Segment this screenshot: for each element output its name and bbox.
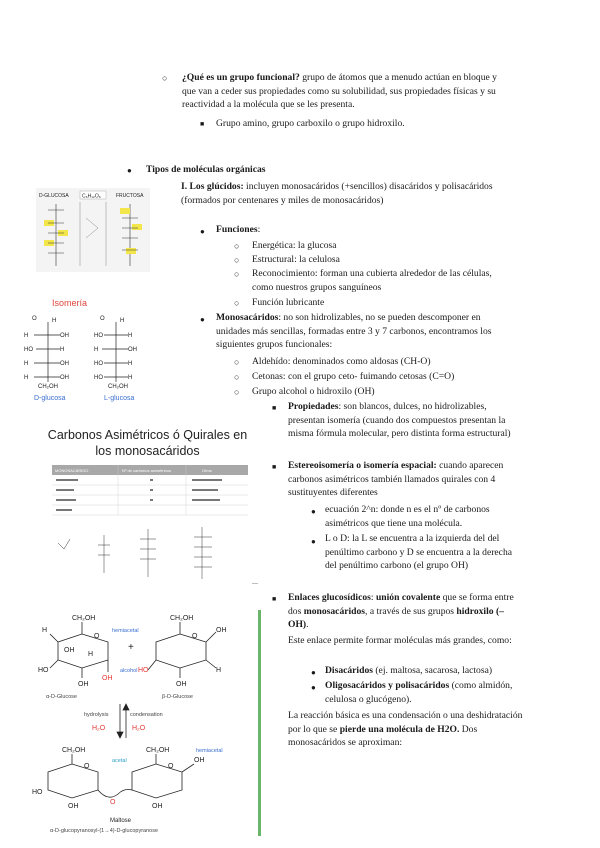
bullet-square — [272, 463, 276, 473]
acetal-label: acetal — [112, 758, 127, 764]
maltose-label: Maltose — [110, 818, 132, 824]
beta-glucose-label: β-D-Glucose — [162, 694, 193, 700]
carbonos-title-line-2: los monosacáridos — [95, 443, 200, 458]
svg-text:HO: HO — [38, 667, 49, 674]
ch2oh-label: CH₂OH — [146, 747, 170, 754]
bullet-circle — [234, 254, 239, 267]
grupo-answer: grupo de átomos que a menudo actúan en bloque y que van a ceder sus propiedades como su solubilidad, sus propiedades físicas y su reactividad a la molécula que se les presenta. — [182, 72, 497, 111]
svg-text:CH₂OH: CH₂OH — [108, 384, 128, 390]
isomeria-title: Isomería — [52, 298, 88, 308]
svg-text:OH: OH — [64, 647, 75, 654]
mono-label: Monosacáridos — [216, 312, 279, 323]
oligo-text: (como almidón, celulosa o glucógeno). — [325, 680, 513, 705]
svg-text:OH: OH — [152, 803, 163, 810]
fig1-mid-title: C₆H₁₂O₆ — [82, 193, 101, 200]
svg-text:+: + — [128, 642, 134, 653]
bullet-circle — [234, 268, 239, 281]
svg-text:HO: HO — [94, 333, 103, 339]
bullet-dot — [200, 313, 205, 326]
bullet-circle — [234, 386, 239, 399]
oligo-item — [325, 679, 520, 706]
fig1-left-title: D-GLUCOSA — [39, 193, 69, 199]
enlaces-paragraph — [288, 591, 520, 632]
bullet-dot — [311, 666, 316, 679]
svg-text:O: O — [168, 763, 174, 770]
funcion-item: Energética: la glucosa — [252, 240, 337, 251]
condensation-label: condensation — [130, 712, 163, 718]
svg-text:O: O — [192, 633, 198, 640]
funcion-item: Función lubricante — [252, 297, 325, 308]
svg-text:H: H — [60, 347, 65, 353]
svg-text:O: O — [84, 763, 90, 770]
funcion-item: Reconocimiento: forman una cubierta alrededor de las células, como nuestros grupos sanguíneos — [252, 268, 492, 293]
reaccion-bold: pierde una molécula de H2O. — [339, 723, 460, 735]
glucidos-paragraph — [181, 180, 501, 207]
h2o-label: H₂O — [92, 725, 106, 732]
svg-text:CH₂OH: CH₂OH — [38, 384, 58, 390]
bullet-square — [272, 595, 276, 605]
hemiacetal-label-2: hemiacetal — [196, 748, 223, 754]
funciones-label: Funciones — [216, 224, 258, 235]
grupo-funcional-paragraph — [182, 71, 512, 112]
grupo-question: ¿Qué es un grupo funcional? — [182, 72, 300, 83]
funcion-item: Estructural: la celulosa — [252, 254, 340, 265]
ch2oh-label: CH₂OH — [72, 615, 96, 622]
disacaridos-item — [325, 664, 525, 678]
svg-text:H: H — [94, 347, 99, 353]
grupo-item: Grupo alcohol o hidroxilo (OH) — [252, 386, 375, 397]
prop-text: : son blancos, dulces, no hidrolizables, presentan isomería (cuando dos compuestos presentan la misma fórmula molecular, pero distinta forma estructural) — [288, 401, 511, 440]
bullet-square — [272, 404, 276, 414]
tipos-title: Tipos de moléculas orgánicas — [146, 164, 266, 175]
bullet-dot — [127, 164, 132, 177]
svg-text:H: H — [128, 375, 133, 381]
ch2oh-label: CH₂OH — [62, 747, 86, 754]
svg-text:O: O — [32, 316, 37, 322]
monosacaridos-paragraph — [216, 311, 516, 352]
svg-text:O: O — [100, 316, 105, 322]
svg-text:HO: HO — [94, 375, 103, 381]
svg-text:H: H — [128, 333, 133, 339]
reaccion-text: La reacción básica es una condensación o una deshidratación por lo que se — [288, 710, 523, 735]
svg-text:OH: OH — [78, 681, 89, 688]
estereo-paragraph — [288, 459, 520, 500]
hemiacetal-label: hemiacetal — [112, 628, 139, 634]
mono-text: : no son hidrolizables, no se pueden descomponer en unidades más sencillas, formadas entre 3 y 7 carbonos, encontramos los siguientes grupos funcionales: — [216, 312, 492, 351]
svg-text:HO: HO — [138, 667, 149, 674]
grupo-sub-item: Grupo amino, grupo carboxilo o grupo hidroxilo. — [216, 118, 405, 129]
glucidos-label: I. Los glúcidos: — [181, 181, 244, 192]
estereo-item: ecuación 2^n: donde n es el nº de carbonos asimétricos que tiene una molécula. — [325, 504, 490, 529]
svg-text:O: O — [94, 633, 100, 640]
isomeria-figure — [22, 294, 152, 406]
bullet-circle — [234, 297, 239, 310]
svg-text:OH: OH — [102, 675, 113, 682]
bullet-circle — [234, 240, 239, 253]
svg-text:H: H — [88, 651, 94, 658]
alcohol-label: alcohol — [120, 668, 138, 674]
svg-text:OH: OH — [60, 375, 69, 381]
funciones-heading — [216, 223, 260, 237]
svg-text:H: H — [216, 667, 222, 674]
glucosa-fructosa-figure — [36, 188, 150, 272]
enlaces-text: , a través de sus grupos — [365, 605, 457, 617]
estereo-item: L o D: la L se encuentra a la izquierda del del penúltimo carbono y D se encuentra a la derecha del penúltimo carbono (el grupo OH) — [325, 533, 512, 572]
carbonos-table-svg — [52, 465, 248, 585]
fig1-right-title: FRUCTOSA — [116, 193, 144, 199]
svg-text:H: H — [24, 375, 29, 381]
isomeria-svg — [22, 294, 152, 406]
maltose-svg — [28, 610, 258, 836]
bullet-dot — [200, 225, 205, 238]
enlaces-union: unión covalente — [375, 592, 441, 603]
disac-text: (ej. maltosa, sacarosa, lactosa) — [372, 665, 493, 676]
propiedades-paragraph — [288, 400, 520, 441]
bullet-dot — [311, 505, 316, 518]
svg-text:H: H — [24, 361, 29, 367]
carbonos-title-line-1: Carbonos Asimétricos ó Quirales en — [47, 428, 248, 442]
enlaces-label: Enlaces glucosídicos — [288, 592, 371, 603]
svg-text:OH: OH — [216, 627, 227, 634]
table-header: Otros — [202, 468, 212, 473]
h2o-label: H₂O — [132, 725, 146, 732]
prop-label: Propiedades — [288, 401, 339, 412]
maltose-systematic-name: α-D-glucopyranosyl-(1→4)-D-glucopyranose — [50, 828, 159, 834]
svg-text:HO: HO — [32, 789, 43, 796]
svg-text:H: H — [24, 333, 29, 339]
svg-text:H: H — [42, 627, 48, 634]
svg-text:OH: OH — [68, 803, 79, 810]
oligo-label: Oligosacáridos y polisacáridos — [325, 680, 450, 691]
enlaces-extra: Este enlace permite formar moléculas más grandes, como: — [288, 635, 512, 646]
svg-text:OH: OH — [60, 333, 69, 339]
l-glucosa-label: L-glucosa — [104, 395, 135, 402]
bullet-circle — [162, 72, 167, 85]
glucosa-fructosa-svg — [36, 188, 150, 272]
glucidos-text: incluyen monosacáridos (+sencillos) disacáridos y polisacáridos (formados por centenares y miles de monosacáridos) — [181, 181, 493, 206]
carbonos-table-figure — [52, 465, 248, 585]
hydrolysis-label: hydrolysis — [84, 712, 109, 718]
enlaces-period: . — [306, 619, 309, 631]
estereo-label: Estereoisomería o isomería espacial: — [288, 460, 437, 471]
ch2oh-label: CH₂OH — [170, 615, 194, 622]
bullet-dot — [311, 681, 316, 694]
bullet-dot — [311, 535, 316, 548]
funciones-colon: : — [257, 224, 261, 235]
svg-text:OH: OH — [194, 757, 205, 764]
table-header: MONOSACÁRIDO — [55, 468, 89, 473]
enlaces-hidroxilo: hidroxilo (–OH) — [288, 605, 504, 631]
disac-label: Disacáridos — [325, 665, 373, 676]
d-glucosa-label: D-glucosa — [34, 395, 66, 402]
table-header: Nº de carbonos asimétricos — [122, 468, 171, 473]
enlaces-mono: monosacáridos — [303, 605, 366, 617]
svg-text:H: H — [52, 318, 57, 324]
enlaces-sep: : — [370, 592, 376, 603]
svg-text:H: H — [128, 361, 133, 367]
bullet-square — [200, 120, 204, 130]
svg-text:H: H — [120, 318, 125, 324]
svg-text:HO: HO — [94, 361, 103, 367]
grupo-item: Aldehído: denominados como aldosas (CH-O) — [252, 356, 431, 367]
grupo-item: Cetonas: con el grupo ceto- fuimando cetosas (C=O) — [252, 371, 455, 382]
ellipsis: ... — [252, 577, 258, 586]
reaccion-paragraph — [288, 709, 528, 750]
bullet-circle — [234, 371, 239, 384]
alpha-glucose-label: α-D-Glucose — [46, 694, 77, 700]
svg-text:HO: HO — [24, 347, 33, 353]
svg-text:OH: OH — [176, 681, 187, 688]
maltose-figure — [28, 610, 261, 836]
svg-text:O: O — [110, 799, 116, 806]
reaccion-tail: Dos monosacáridos se aproximan: — [288, 723, 478, 749]
estereo-text: cuando aparecen carbonos asimétricos también llamados quirales con 4 sustituyentes diferentes — [288, 460, 504, 499]
svg-text:OH: OH — [128, 347, 137, 353]
enlaces-text: que se forma entre dos — [288, 592, 514, 617]
svg-text:OH: OH — [60, 361, 69, 367]
bullet-circle — [234, 356, 239, 369]
carbonos-title — [30, 428, 265, 459]
